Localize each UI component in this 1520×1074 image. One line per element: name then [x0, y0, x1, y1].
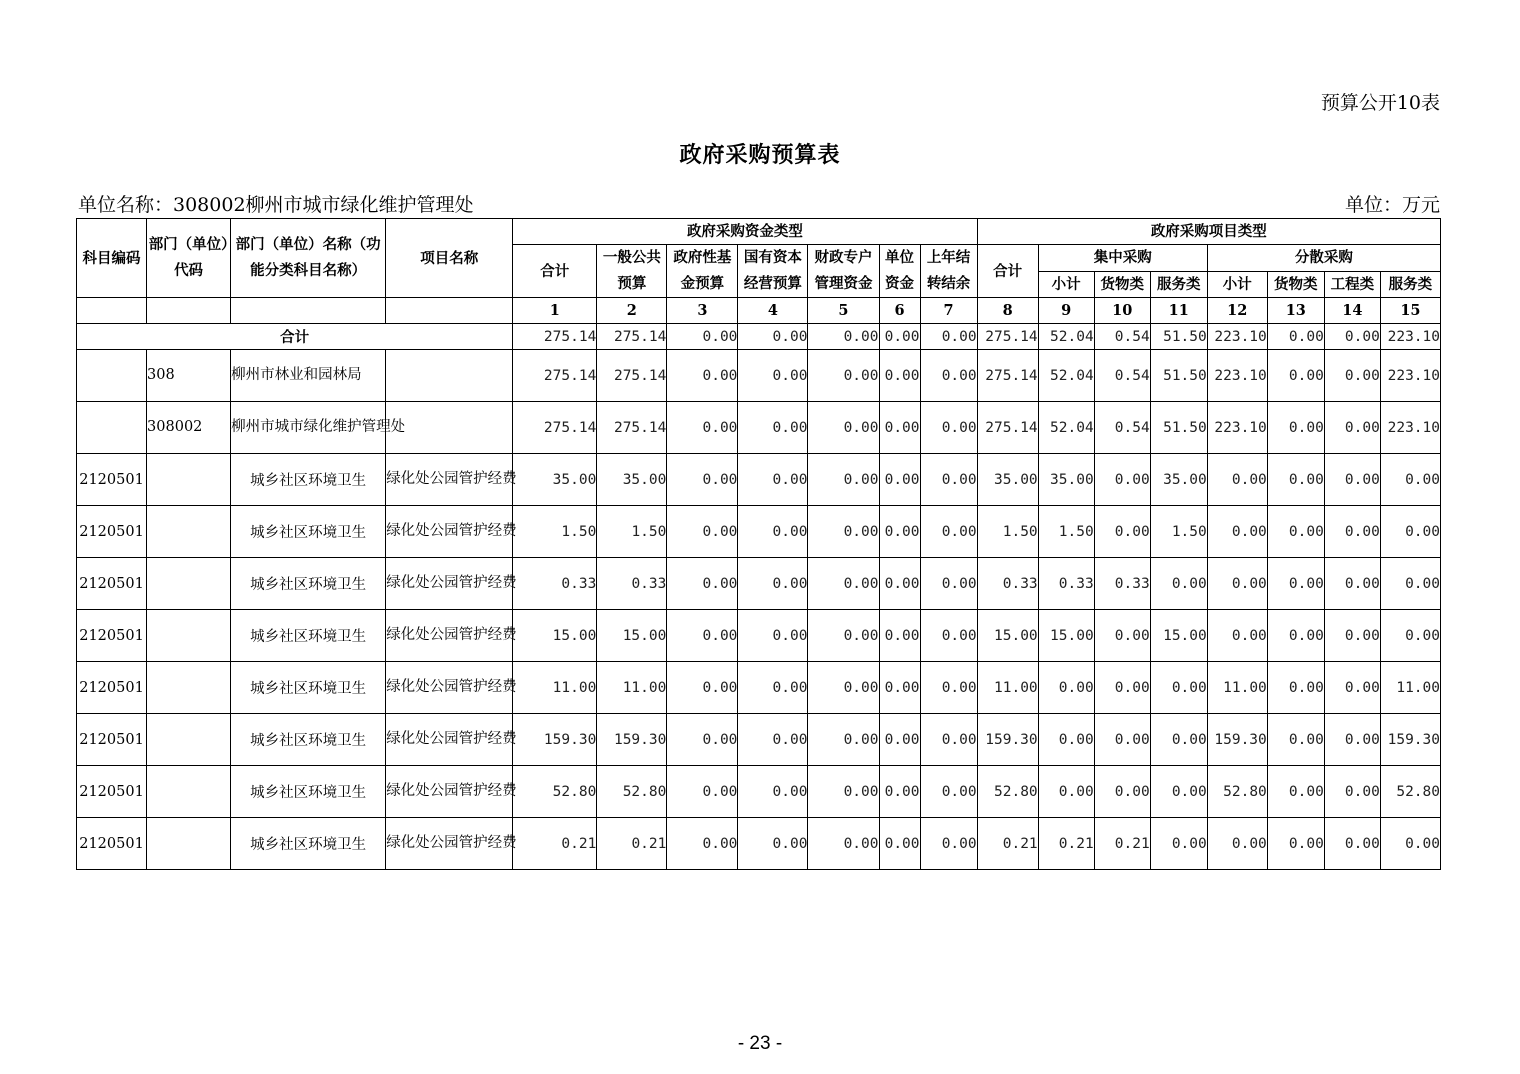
value-cell: 15.00: [597, 610, 667, 662]
table-row: [77, 558, 1441, 610]
col-general-budget: 一般公共预算: [597, 245, 667, 298]
project-name-cell: 绿化处公园管护经费: [386, 558, 513, 610]
value-cell: 223.10: [1207, 350, 1267, 402]
index-cell: 15: [1380, 298, 1440, 324]
value-cell: 0.00: [1380, 818, 1440, 870]
value-cell: 0.00: [1380, 506, 1440, 558]
value-cell: 15.00: [1038, 610, 1094, 662]
dept-code-cell: [147, 766, 231, 818]
col-fund-total: 合计: [513, 245, 597, 298]
value-cell: 0.00: [1150, 558, 1207, 610]
value-cell: 0.00: [1267, 558, 1324, 610]
subject-code-cell: 2120501: [77, 714, 147, 766]
col-central-services: 服务类: [1150, 271, 1207, 298]
dept-name-cell: 柳州市林业和园林局: [231, 350, 386, 402]
subject-code-cell: [77, 350, 147, 402]
subject-code-cell: 2120501: [77, 454, 147, 506]
project-name-cell: 绿化处公园管护经费: [386, 766, 513, 818]
value-cell: 159.30: [597, 714, 667, 766]
value-cell: 0.00: [1094, 662, 1150, 714]
col-central-goods: 货物类: [1094, 271, 1150, 298]
value-cell: 0.00: [1038, 662, 1094, 714]
value-cell: 0.00: [1094, 506, 1150, 558]
value-cell: 0.00: [920, 610, 977, 662]
value-cell: 0.00: [1207, 818, 1267, 870]
col-dept-code: 部门（单位）代码: [147, 219, 231, 298]
value-cell: 275.14: [513, 402, 597, 454]
value-cell: 0.00: [920, 558, 977, 610]
col-scattered-services: 服务类: [1380, 271, 1440, 298]
value-cell: 0.00: [738, 818, 808, 870]
value-cell: 0.33: [977, 558, 1038, 610]
subject-code-cell: 2120501: [77, 610, 147, 662]
value-cell: 275.14: [597, 350, 667, 402]
col-carryover: 上年结转结余: [920, 245, 977, 298]
col-subject-code: 科目编码: [77, 219, 147, 298]
value-cell: 15.00: [1150, 610, 1207, 662]
subject-code-cell: 2120501: [77, 662, 147, 714]
value-cell: 0.00: [808, 454, 879, 506]
group-fund-type: 政府采购资金类型: [513, 219, 977, 245]
dept-code-cell: [147, 714, 231, 766]
value-cell: 0.21: [513, 818, 597, 870]
value-cell: 0.00: [1150, 766, 1207, 818]
value-cell: 0.00: [879, 766, 920, 818]
value-cell: 0.00: [738, 506, 808, 558]
project-name-cell: 绿化处公园管护经费: [386, 818, 513, 870]
value-cell: 0.00: [1324, 610, 1380, 662]
value-cell: 0.33: [1038, 558, 1094, 610]
index-cell: 7: [920, 298, 977, 324]
project-name-cell: 绿化处公园管护经费: [386, 610, 513, 662]
value-cell: 0.00: [879, 558, 920, 610]
index-cell: 1: [513, 298, 597, 324]
total-value-cell: 275.14: [977, 324, 1038, 350]
value-cell: 0.00: [738, 454, 808, 506]
project-name-cell: 绿化处公园管护经费: [386, 714, 513, 766]
index-cell: 9: [1038, 298, 1094, 324]
value-cell: 52.80: [977, 766, 1038, 818]
index-cell: 12: [1207, 298, 1267, 324]
value-cell: 0.21: [977, 818, 1038, 870]
value-cell: 0.00: [808, 766, 879, 818]
value-cell: 0.00: [808, 402, 879, 454]
total-value-cell: 223.10: [1207, 324, 1267, 350]
value-cell: 0.21: [597, 818, 667, 870]
value-cell: 1.50: [513, 506, 597, 558]
value-cell: 1.50: [597, 506, 667, 558]
value-cell: 0.00: [1207, 506, 1267, 558]
value-cell: 1.50: [977, 506, 1038, 558]
value-cell: 0.00: [1267, 454, 1324, 506]
dept-code-cell: [147, 558, 231, 610]
table-row: [77, 766, 1441, 818]
value-cell: 0.00: [879, 506, 920, 558]
table-row: [77, 454, 1441, 506]
value-cell: 52.80: [513, 766, 597, 818]
value-cell: 0.00: [667, 818, 738, 870]
value-cell: 223.10: [1380, 350, 1440, 402]
total-value-cell: 275.14: [597, 324, 667, 350]
value-cell: 159.30: [513, 714, 597, 766]
total-value-cell: 52.04: [1038, 324, 1094, 350]
project-name-cell: 绿化处公园管护经费: [386, 454, 513, 506]
value-cell: 0.00: [738, 350, 808, 402]
dept-name-cell: 柳州市城市绿化维护管理处: [231, 402, 386, 454]
total-value-cell: 0.00: [667, 324, 738, 350]
total-value-cell: 223.10: [1380, 324, 1440, 350]
value-cell: 0.00: [920, 350, 977, 402]
value-cell: 0.00: [738, 558, 808, 610]
value-cell: 52.80: [1380, 766, 1440, 818]
total-value-cell: 0.00: [738, 324, 808, 350]
value-cell: 0.00: [808, 818, 879, 870]
col-state-capital: 国有资本经营预算: [738, 245, 808, 298]
value-cell: 0.33: [513, 558, 597, 610]
total-value-cell: 0.00: [920, 324, 977, 350]
value-cell: 0.00: [1267, 662, 1324, 714]
table-row: [77, 662, 1441, 714]
value-cell: 159.30: [1380, 714, 1440, 766]
value-cell: 0.33: [1094, 558, 1150, 610]
value-cell: 0.00: [1324, 558, 1380, 610]
value-cell: 11.00: [513, 662, 597, 714]
value-cell: 0.00: [808, 350, 879, 402]
index-cell: 2: [597, 298, 667, 324]
value-cell: 0.00: [1324, 402, 1380, 454]
dept-name-cell: 城乡社区环境卫生: [231, 662, 386, 714]
unit-label: 单位：万元: [1344, 194, 1440, 216]
subject-code-cell: 2120501: [77, 558, 147, 610]
col-unit-fund: 单位资金: [879, 245, 920, 298]
subject-code-cell: 2120501: [77, 818, 147, 870]
value-cell: 0.00: [808, 506, 879, 558]
col-scattered-subtotal: 小计: [1207, 271, 1267, 298]
value-cell: 275.14: [977, 402, 1038, 454]
value-cell: 223.10: [1380, 402, 1440, 454]
table-row: [77, 506, 1441, 558]
value-cell: 0.00: [667, 558, 738, 610]
value-cell: 0.00: [879, 454, 920, 506]
value-cell: 0.00: [920, 402, 977, 454]
value-cell: 11.00: [977, 662, 1038, 714]
index-cell: 4: [738, 298, 808, 324]
table-row: [77, 350, 1441, 402]
value-cell: 0.00: [1267, 610, 1324, 662]
value-cell: 0.00: [1324, 662, 1380, 714]
value-cell: 35.00: [1038, 454, 1094, 506]
value-cell: 0.00: [1267, 766, 1324, 818]
value-cell: 0.00: [667, 402, 738, 454]
value-cell: 1.50: [1038, 506, 1094, 558]
subject-code-cell: [77, 402, 147, 454]
col-scattered-goods: 货物类: [1267, 271, 1324, 298]
total-label: 合计: [77, 324, 513, 350]
value-cell: 0.00: [738, 610, 808, 662]
dept-code-cell: [147, 454, 231, 506]
index-blank: [386, 298, 513, 324]
value-cell: 0.00: [1267, 714, 1324, 766]
page-title: 政府采购预算表: [679, 142, 841, 168]
value-cell: 0.00: [1267, 402, 1324, 454]
value-cell: 11.00: [1207, 662, 1267, 714]
value-cell: 11.00: [597, 662, 667, 714]
total-value-cell: 275.14: [513, 324, 597, 350]
value-cell: 0.00: [879, 818, 920, 870]
dept-code-cell: [147, 818, 231, 870]
value-cell: 0.00: [1094, 454, 1150, 506]
value-cell: 0.00: [920, 506, 977, 558]
value-cell: 275.14: [597, 402, 667, 454]
col-scattered-works: 工程类: [1324, 271, 1380, 298]
value-cell: 0.00: [1207, 558, 1267, 610]
form-label: 预算公开10表: [1320, 92, 1440, 114]
value-cell: 0.00: [738, 714, 808, 766]
value-cell: 159.30: [1207, 714, 1267, 766]
value-cell: 0.00: [920, 662, 977, 714]
value-cell: 0.00: [1207, 454, 1267, 506]
value-cell: 52.80: [1207, 766, 1267, 818]
table-row: [77, 714, 1441, 766]
dept-name-cell: 城乡社区环境卫生: [231, 714, 386, 766]
value-cell: 0.21: [1094, 818, 1150, 870]
value-cell: 0.00: [738, 766, 808, 818]
group-scattered: 分散采购: [1207, 245, 1440, 272]
table-row: [77, 402, 1441, 454]
index-cell: 10: [1094, 298, 1150, 324]
value-cell: 0.00: [667, 610, 738, 662]
value-cell: 0.00: [808, 714, 879, 766]
total-value-cell: 51.50: [1150, 324, 1207, 350]
col-special-account: 财政专户管理资金: [808, 245, 879, 298]
value-cell: 35.00: [597, 454, 667, 506]
value-cell: 0.00: [1380, 610, 1440, 662]
index-cell: 8: [977, 298, 1038, 324]
value-cell: 1.50: [1150, 506, 1207, 558]
dept-name-cell: 城乡社区环境卫生: [231, 558, 386, 610]
project-name-cell: [386, 350, 513, 402]
value-cell: 0.00: [1324, 714, 1380, 766]
col-dept-name: 部门（单位）名称（功能分类科目名称）: [231, 219, 386, 298]
value-cell: 0.00: [667, 714, 738, 766]
value-cell: 0.00: [738, 662, 808, 714]
value-cell: 275.14: [977, 350, 1038, 402]
value-cell: 0.00: [1094, 766, 1150, 818]
value-cell: 0.00: [1038, 766, 1094, 818]
value-cell: 0.00: [920, 714, 977, 766]
dept-code-cell: [147, 610, 231, 662]
value-cell: 0.00: [1267, 350, 1324, 402]
dept-name-cell: 城乡社区环境卫生: [231, 454, 386, 506]
col-project-name: 项目名称: [386, 219, 513, 298]
total-value-cell: 0.00: [1267, 324, 1324, 350]
index-row: [77, 298, 1441, 324]
value-cell: 0.00: [920, 766, 977, 818]
value-cell: 0.00: [1380, 454, 1440, 506]
total-value-cell: 0.00: [808, 324, 879, 350]
value-cell: 0.00: [879, 662, 920, 714]
index-cell: 14: [1324, 298, 1380, 324]
value-cell: 0.00: [738, 402, 808, 454]
value-cell: 0.00: [808, 558, 879, 610]
value-cell: 0.00: [1094, 714, 1150, 766]
dept-name-cell: 城乡社区环境卫生: [231, 506, 386, 558]
table-row: [77, 818, 1441, 870]
value-cell: 51.50: [1150, 350, 1207, 402]
value-cell: 0.00: [1094, 610, 1150, 662]
col-proj-total: 合计: [977, 245, 1038, 298]
value-cell: 11.00: [1380, 662, 1440, 714]
value-cell: 0.00: [920, 454, 977, 506]
value-cell: 0.00: [808, 610, 879, 662]
value-cell: 0.00: [667, 506, 738, 558]
index-cell: 6: [879, 298, 920, 324]
value-cell: 0.00: [879, 402, 920, 454]
dept-code-cell: 308002: [147, 402, 231, 454]
group-project-type: 政府采购项目类型: [977, 219, 1440, 245]
value-cell: 0.00: [667, 350, 738, 402]
value-cell: 0.00: [1207, 610, 1267, 662]
value-cell: 15.00: [513, 610, 597, 662]
dept-code-cell: [147, 662, 231, 714]
subject-code-cell: 2120501: [77, 766, 147, 818]
dept-name-cell: 城乡社区环境卫生: [231, 610, 386, 662]
value-cell: 0.00: [667, 454, 738, 506]
project-name-cell: 绿化处公园管护经费: [386, 662, 513, 714]
group-central: 集中采购: [1038, 245, 1207, 272]
dept-name-cell: 城乡社区环境卫生: [231, 818, 386, 870]
value-cell: 15.00: [977, 610, 1038, 662]
col-gov-fund: 政府性基金预算: [667, 245, 738, 298]
value-cell: 0.00: [920, 818, 977, 870]
total-value-cell: 0.54: [1094, 324, 1150, 350]
value-cell: 0.00: [1324, 766, 1380, 818]
value-cell: 0.00: [667, 766, 738, 818]
value-cell: 0.00: [1267, 506, 1324, 558]
col-central-subtotal: 小计: [1038, 271, 1094, 298]
index-blank: [231, 298, 386, 324]
unit-name: 单位名称：308002柳州市城市绿化维护管理处: [78, 194, 474, 216]
value-cell: 0.00: [1267, 818, 1324, 870]
value-cell: 51.50: [1150, 402, 1207, 454]
value-cell: 0.00: [879, 610, 920, 662]
dept-code-cell: 308: [147, 350, 231, 402]
value-cell: 0.54: [1094, 402, 1150, 454]
value-cell: 0.00: [1324, 454, 1380, 506]
value-cell: 52.80: [597, 766, 667, 818]
index-cell: 11: [1150, 298, 1207, 324]
total-value-cell: 0.00: [1324, 324, 1380, 350]
value-cell: 0.00: [1150, 818, 1207, 870]
value-cell: 0.21: [1038, 818, 1094, 870]
value-cell: 275.14: [513, 350, 597, 402]
index-cell: 5: [808, 298, 879, 324]
value-cell: 0.00: [1150, 714, 1207, 766]
value-cell: 0.00: [1324, 818, 1380, 870]
value-cell: 0.00: [808, 662, 879, 714]
value-cell: 35.00: [513, 454, 597, 506]
total-row: [77, 324, 1441, 350]
procurement-budget-table: [76, 218, 1441, 870]
index-cell: 3: [667, 298, 738, 324]
total-value-cell: 0.00: [879, 324, 920, 350]
value-cell: 0.00: [879, 350, 920, 402]
project-name-cell: 绿化处公园管护经费: [386, 506, 513, 558]
value-cell: 0.00: [1038, 714, 1094, 766]
dept-code-cell: [147, 506, 231, 558]
value-cell: 0.00: [1380, 558, 1440, 610]
value-cell: 35.00: [977, 454, 1038, 506]
dept-name-cell: 城乡社区环境卫生: [231, 766, 386, 818]
value-cell: 52.04: [1038, 402, 1094, 454]
value-cell: 0.33: [597, 558, 667, 610]
index-cell: 13: [1267, 298, 1324, 324]
value-cell: 0.00: [1324, 350, 1380, 402]
index-blank: [77, 298, 147, 324]
value-cell: 0.00: [667, 662, 738, 714]
table-row: [77, 610, 1441, 662]
value-cell: 35.00: [1150, 454, 1207, 506]
value-cell: 0.00: [1324, 506, 1380, 558]
value-cell: 0.54: [1094, 350, 1150, 402]
value-cell: 223.10: [1207, 402, 1267, 454]
index-blank: [147, 298, 231, 324]
page-number: - 23 -: [737, 1033, 783, 1054]
value-cell: 0.00: [879, 714, 920, 766]
value-cell: 52.04: [1038, 350, 1094, 402]
value-cell: 159.30: [977, 714, 1038, 766]
subject-code-cell: 2120501: [77, 506, 147, 558]
value-cell: 0.00: [1150, 662, 1207, 714]
